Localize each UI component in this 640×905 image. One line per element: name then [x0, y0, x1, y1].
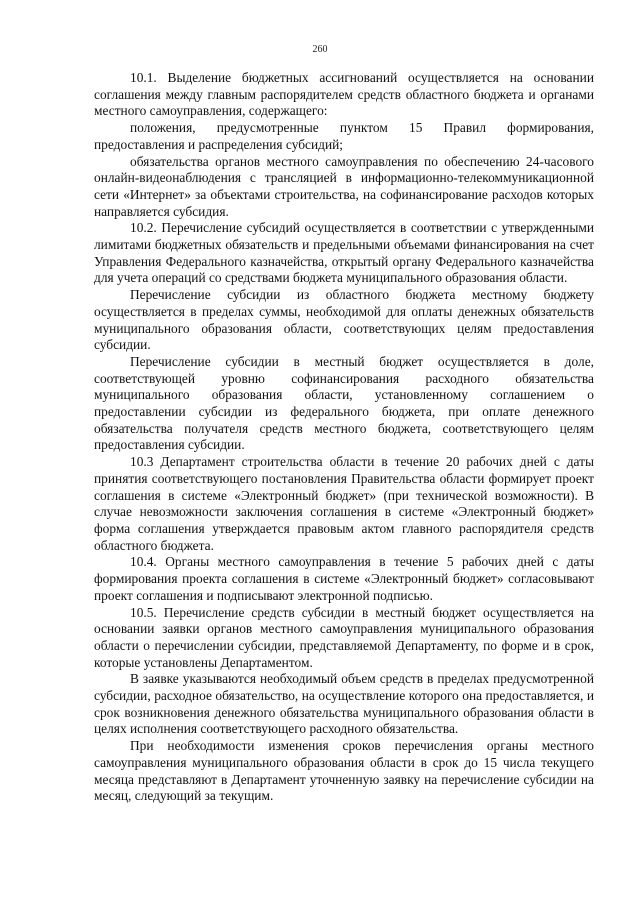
paragraph-10-1-item-obligations: обязательства органов местного самоуправления по обеспечению 24-часового онлайн-видеонаблюдения с трансляцией в информационно-телекоммуникационной сети «Интернет» за объектами строительства, на софинансирование расходов которых направляется субсидия. [94, 153, 594, 219]
paragraph-10-1-item-provisions: положения, предусмотренные пунктом 15 Правил формирования, предоставления и распределения субсидий; [94, 120, 594, 152]
paragraph-10-2-cofinancing-share: Перечисление субсидии в местный бюджет осуществляется в доле, соответствующей уровню софинансирования расходного обязательства муниципального образования области, установленному соглашением о предоставлении субсидии из федерального бюджета, при оплате денежного обязательства получателя средств местного бюджета, соответствующего целям предоставления субсидии. [94, 353, 594, 453]
paragraph-10-2-transfer-limit: Перечисление субсидии из областного бюджета местному бюджету осуществляется в пределах суммы, необходимой для оплаты денежных обязательств муниципального образования области, соответствующих целям предоставления субсидии. [94, 287, 594, 353]
paragraph-10-3: 10.3 Департамент строительства области в течение 20 рабочих дней с даты принятия соответствующего постановления Правительства области формирует проект соглашения в системе «Электронный бюджет» (при технической возможности). В случае невозможности заключения соглашения в системе «Электронный бюджет» форма соглашения утверждается правовым актом главного распорядителя средств областного бюджета. [94, 454, 594, 553]
paragraph-10-1: 10.1. Выделение бюджетных ассигнований осуществляется на основании соглашения между главным распорядителем средств областного бюджета и органами местного самоуправления, содержащего: [94, 70, 594, 119]
paragraph-10-5-deadline-change: При необходимости изменения сроков перечисления органы местного самоуправления муниципального образования области в срок до 15 числа текущего месяца представляют в Департамент уточненную заявку на перечисление субсидии на месяц, следующий за текущим. [94, 738, 594, 804]
document-body [94, 70, 594, 805]
paragraph-10-5: 10.5. Перечисление средств субсидии в местный бюджет осуществляется на основании заявки органов местного самоуправления муниципального образования области о перечислении субсидии, представляемой Департаменту, по форме и в срок, которые установлены Департаментом. [94, 604, 594, 670]
page-number: 260 [312, 44, 328, 55]
paragraph-10-5-application-contents: В заявке указываются необходимый объем средств в пределах предусмотренной субсидии, расходное обязательство, на осуществление которого она предоставляется, и срок возникновения денежного обязательства муниципального образования области в целях исполнения соответствующего расходного обязательства. [94, 671, 594, 737]
paragraph-10-2: 10.2. Перечисление субсидий осуществляется в соответствии с утвержденными лимитами бюджетных обязательств и предельными объемами финансирования на счет Управления Федерального казначейства, открытый органу Федерального казначейства для учета операций со средствами бюджета муниципального образования области. [94, 220, 594, 286]
paragraph-10-4: 10.4. Органы местного самоуправления в течение 5 рабочих дней с даты формирования проекта соглашения в системе «Электронный бюджет» согласовывают проект соглашения и подписывают электронной подписью. [94, 554, 594, 603]
